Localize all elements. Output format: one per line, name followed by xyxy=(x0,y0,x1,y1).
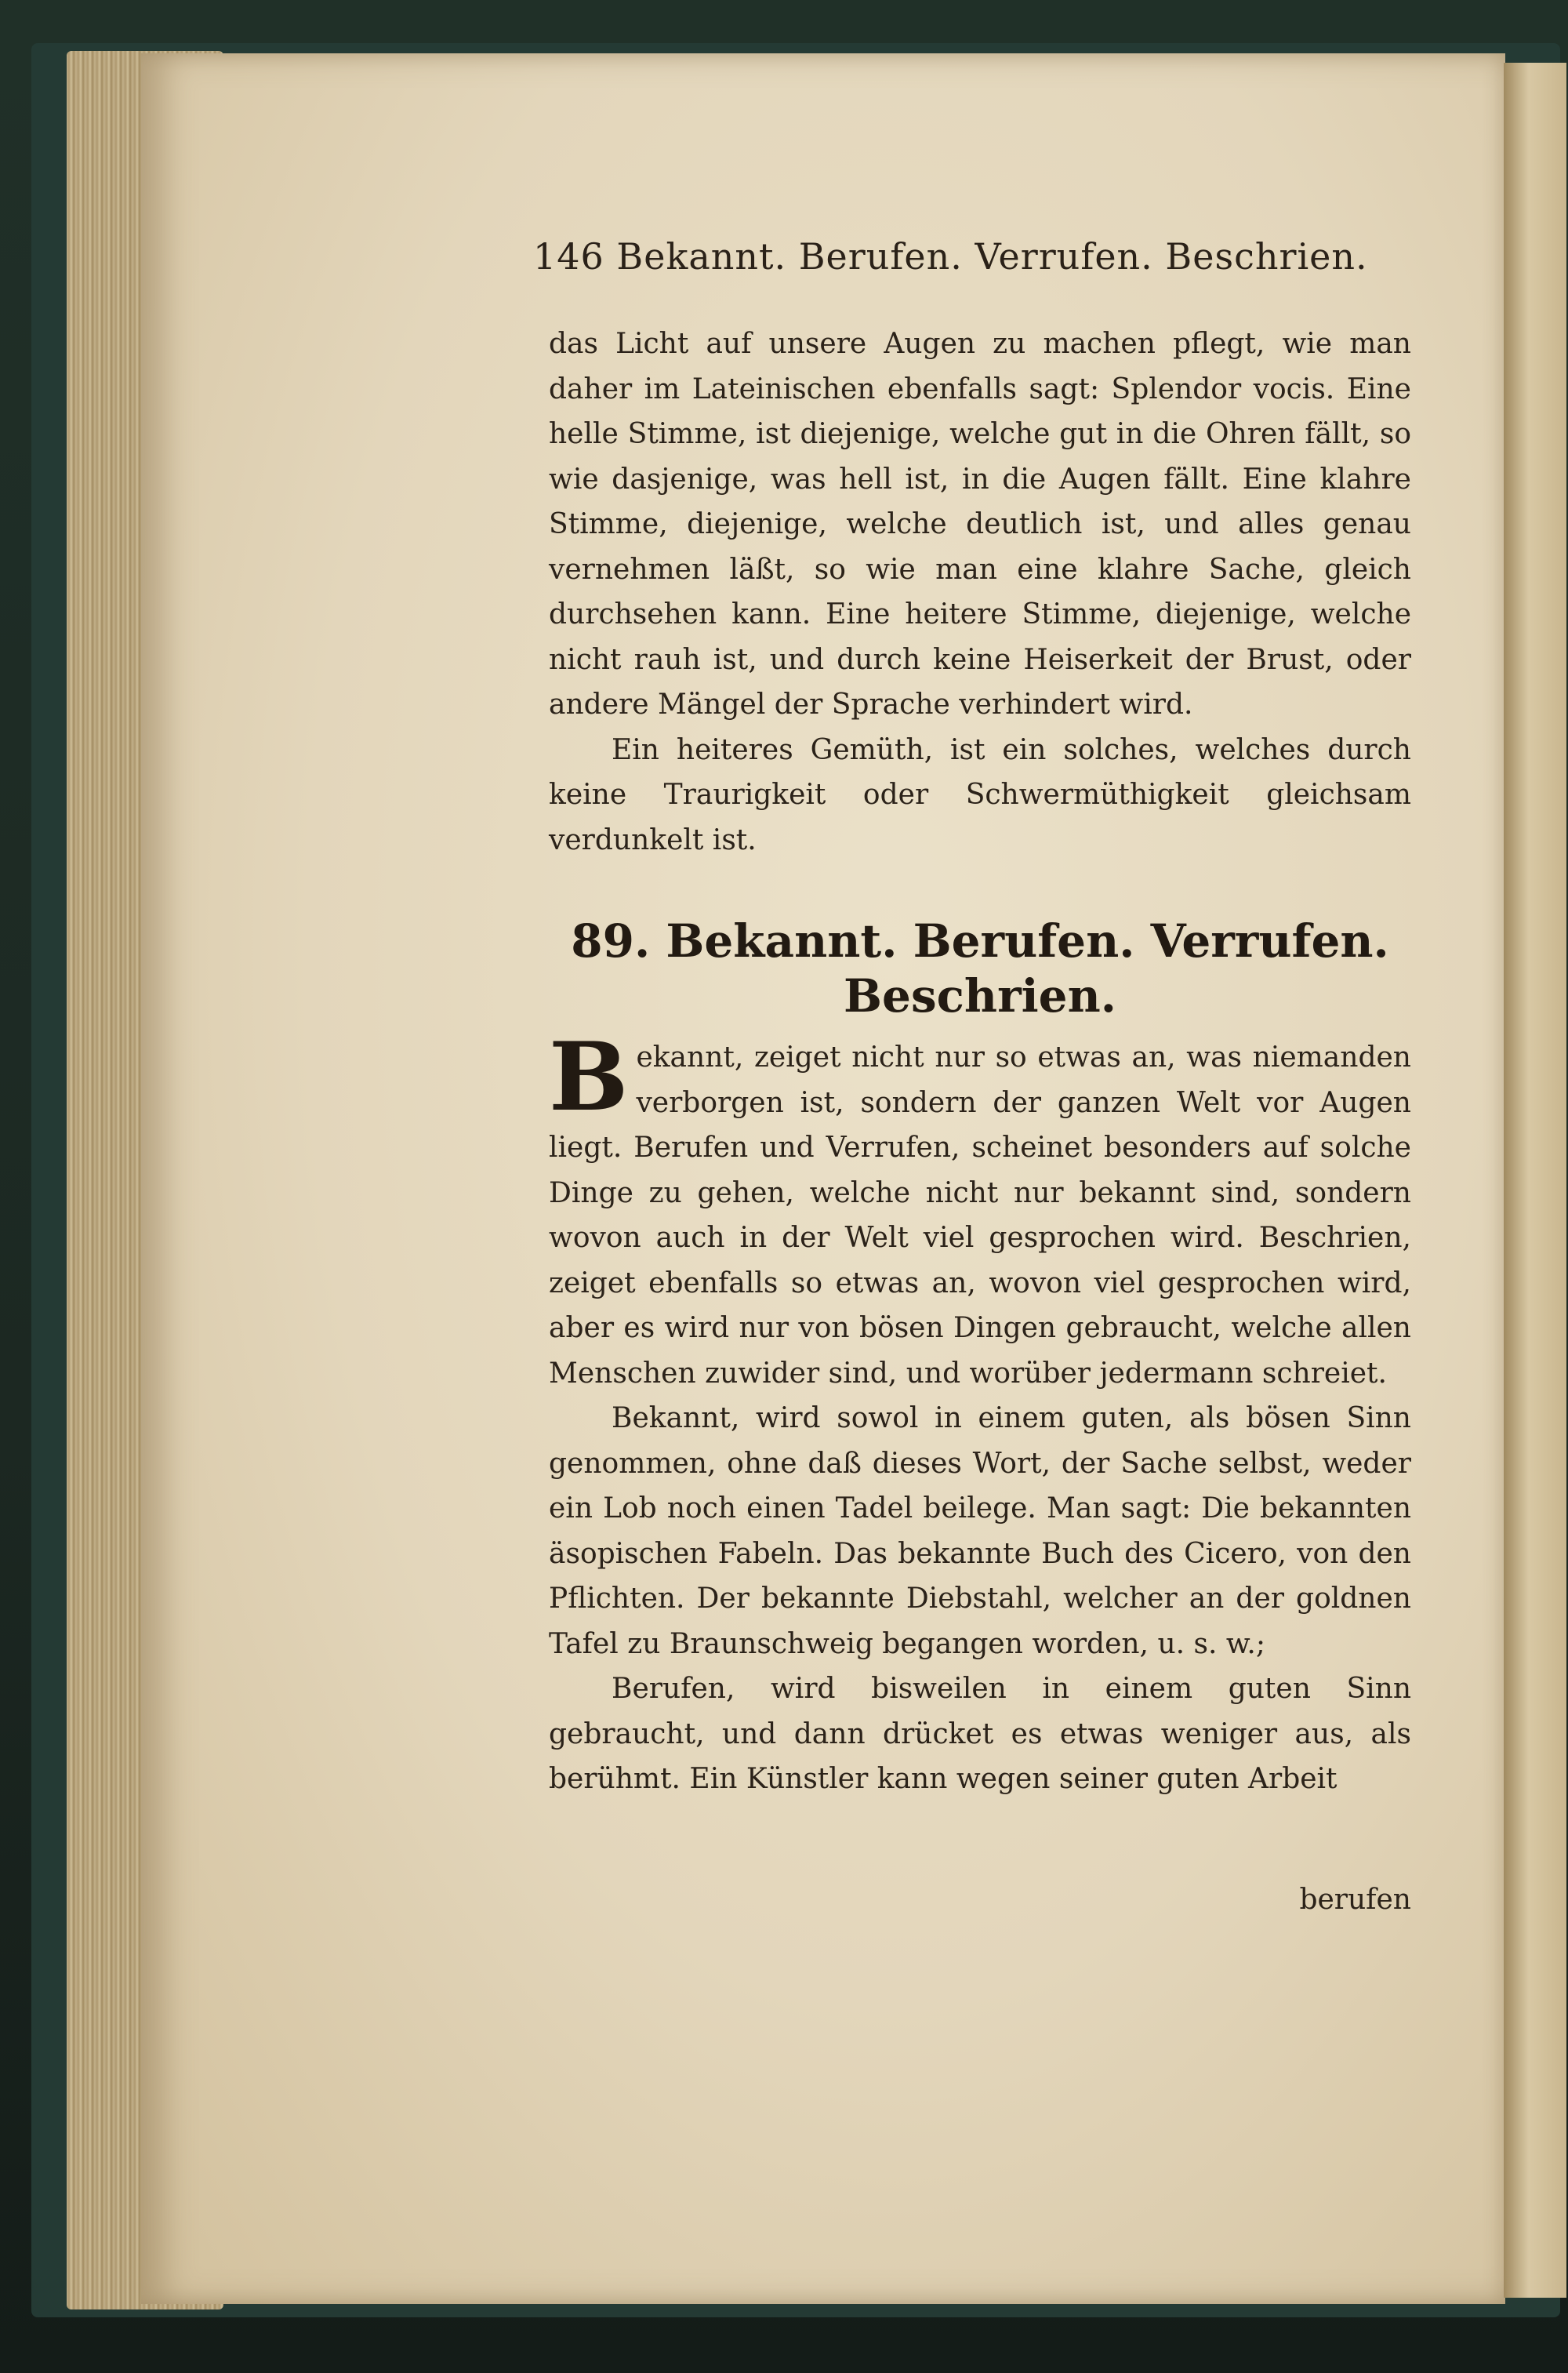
top-text-block xyxy=(549,322,1411,863)
first-paragraph-text: ekannt, zeiget nicht nur so etwas an, was niemanden verborgen ist, sondern der ganzen Welt vor Augen liegt. Berufen und Verrufen, scheinet besonders auf solche Dinge zu gehen, welche nicht nur bekannt sind, sondern wovon auch in der Welt viel gesprochen wird. Beschrien, zeiget ebenfalls so etwas an, wovon viel gesprochen wird, aber es wird nur von bösen Dingen gebraucht, welche allen Menschen zuwider sind, und worüber jedermann schreiet. xyxy=(549,1041,1411,1390)
catchword: berufen xyxy=(1299,1884,1411,1916)
adjacent-page-edge xyxy=(1504,63,1566,2298)
running-head: 146 Bekannt. Berufen. Verrufen. Beschrien. xyxy=(533,235,1368,278)
paragraph: Bekannt, wird sowol in einem guten, als bösen Sinn genommen, ohne daß dieses Wort, der Sache selbst, weder ein Lob noch einen Tadel beilege. Man sagt: Die bekannten äsopischen Fabeln. Das bekannte Buch des Cicero, von den Pflichten. Der bekannte Diebstahl, welcher an der goldnen Tafel zu Braunschweig begangen worden, u. s. w.; xyxy=(549,1402,1411,1660)
drop-capital: B xyxy=(549,1022,629,1132)
paragraph: Ein heiteres Gemüth, ist ein solches, welches durch keine Traurigkeit oder Schwermüthigkeit gleichsam verdunkelt ist. xyxy=(549,733,1411,856)
paragraph: das Licht auf unsere Augen zu machen pflegt, wie man daher im Lateinischen ebenfalls sagt: Splendor vocis. Eine helle Stimme, ist diejenige, welche gut in die Ohren fällt, so wie dasjenige, was hell ist, in die Augen fällt. Eine klahre Stimme, diejenige, welche deutlich ist, und alles genau vernehmen läßt, so wie man eine klahre Sache, gleich durchsehen kann. Eine heitere Stimme, diejenige, welche nicht rauh ist, und durch keine Heiserkeit der Brust, oder andere Mängel der Sprache verhindert wird. xyxy=(549,328,1411,721)
section-heading: 89. Bekannt. Berufen. Verrufen. Beschrien. xyxy=(571,914,1389,1023)
section-first-paragraph xyxy=(549,1022,1411,1396)
section-text-block xyxy=(549,1022,1411,1802)
paragraph: Berufen, wird bisweilen in einem guten Sinn gebraucht, und dann drücket es etwas weniger aus, als berühmt. Ein Künstler kann wegen seiner guten Arbeit xyxy=(549,1673,1411,1795)
